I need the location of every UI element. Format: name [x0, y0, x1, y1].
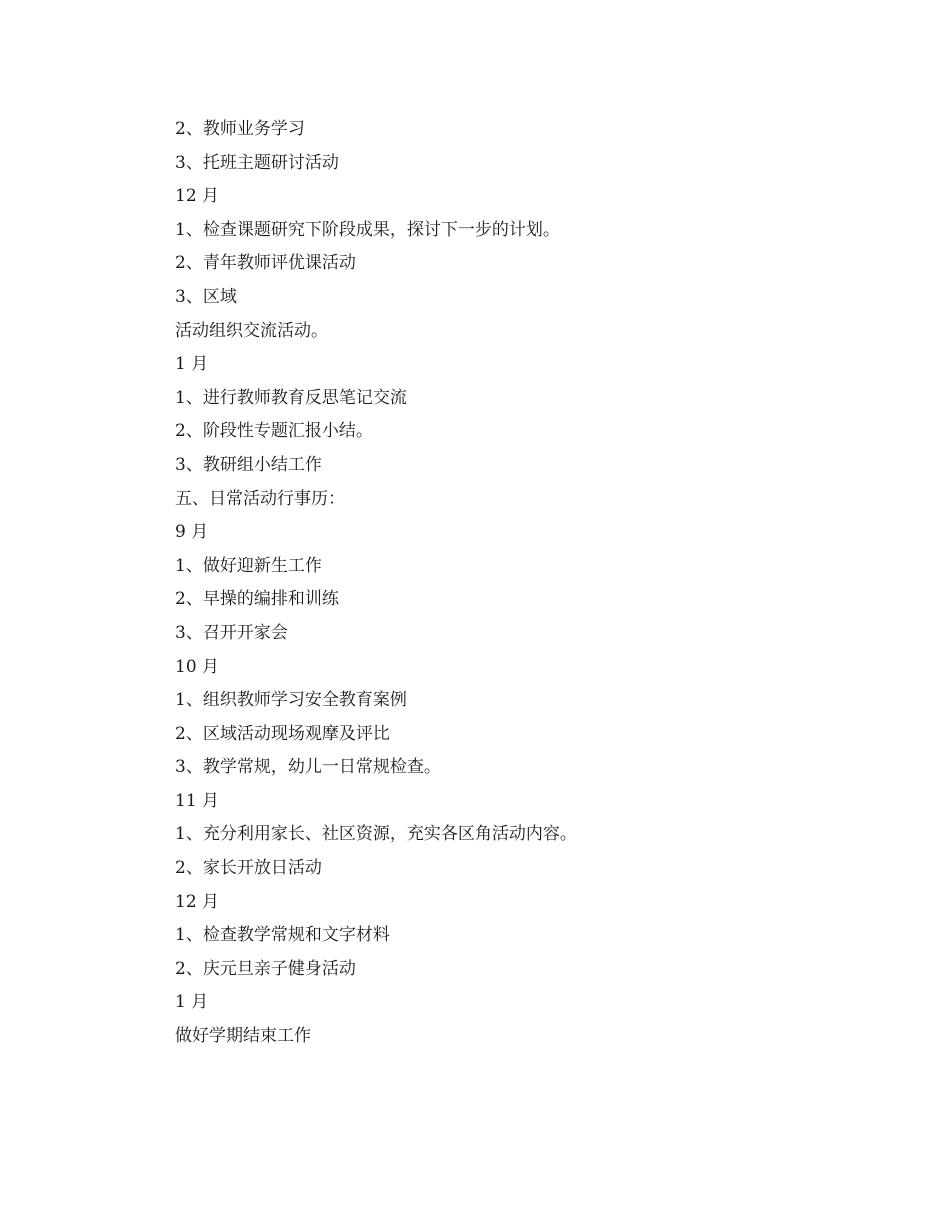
- month-heading: 1 月: [175, 992, 209, 1013]
- text-line: 2、教师业务学习: [175, 119, 305, 139]
- text-line: 1、进行教师教育反思笔记交流: [175, 387, 407, 408]
- text-line: 做好学期结束工作: [175, 1026, 311, 1047]
- text-line: 3、教学常规，幼儿一日常规检查。: [175, 757, 441, 778]
- text-line: 1、检查课题研究下阶段成果，探讨下一步的计划。: [175, 219, 560, 240]
- text-line: 2、阶段性专题汇报小结。: [175, 421, 373, 442]
- text-line: 2、早操的编排和训练: [175, 589, 339, 610]
- text-line: 3、托班主题研讨活动: [175, 152, 339, 173]
- month-heading: 10 月: [175, 656, 220, 677]
- text-line: 活动组织交流活动。: [175, 320, 328, 341]
- section-heading: 五、日常活动行事历：: [175, 488, 345, 509]
- text-line: 2、青年教师评优课活动: [175, 253, 356, 274]
- month-heading: 12 月: [175, 186, 220, 207]
- text-line: 1、做好迎新生工作: [175, 555, 322, 576]
- text-line: 1、充分利用家长、社区资源，充实各区角活动内容。: [175, 824, 577, 845]
- document-body: [175, 113, 875, 1054]
- text-line: 2、家长开放日活动: [175, 858, 322, 879]
- month-heading: 11 月: [175, 790, 220, 811]
- text-line: 3、教研组小结工作: [175, 454, 322, 475]
- month-heading: 12 月: [175, 891, 220, 912]
- text-line: 3、召开开家会: [175, 622, 288, 643]
- text-line: 1、检查教学常规和文字材料: [175, 925, 390, 946]
- text-line: 1、组织教师学习安全教育案例: [175, 690, 407, 711]
- text-line: 2、庆元旦亲子健身活动: [175, 958, 356, 979]
- month-heading: 9 月: [175, 522, 209, 543]
- text-line: 2、区域活动现场观摩及评比: [175, 723, 390, 744]
- month-heading: 1 月: [175, 354, 209, 375]
- text-line: 3、区域: [175, 286, 237, 307]
